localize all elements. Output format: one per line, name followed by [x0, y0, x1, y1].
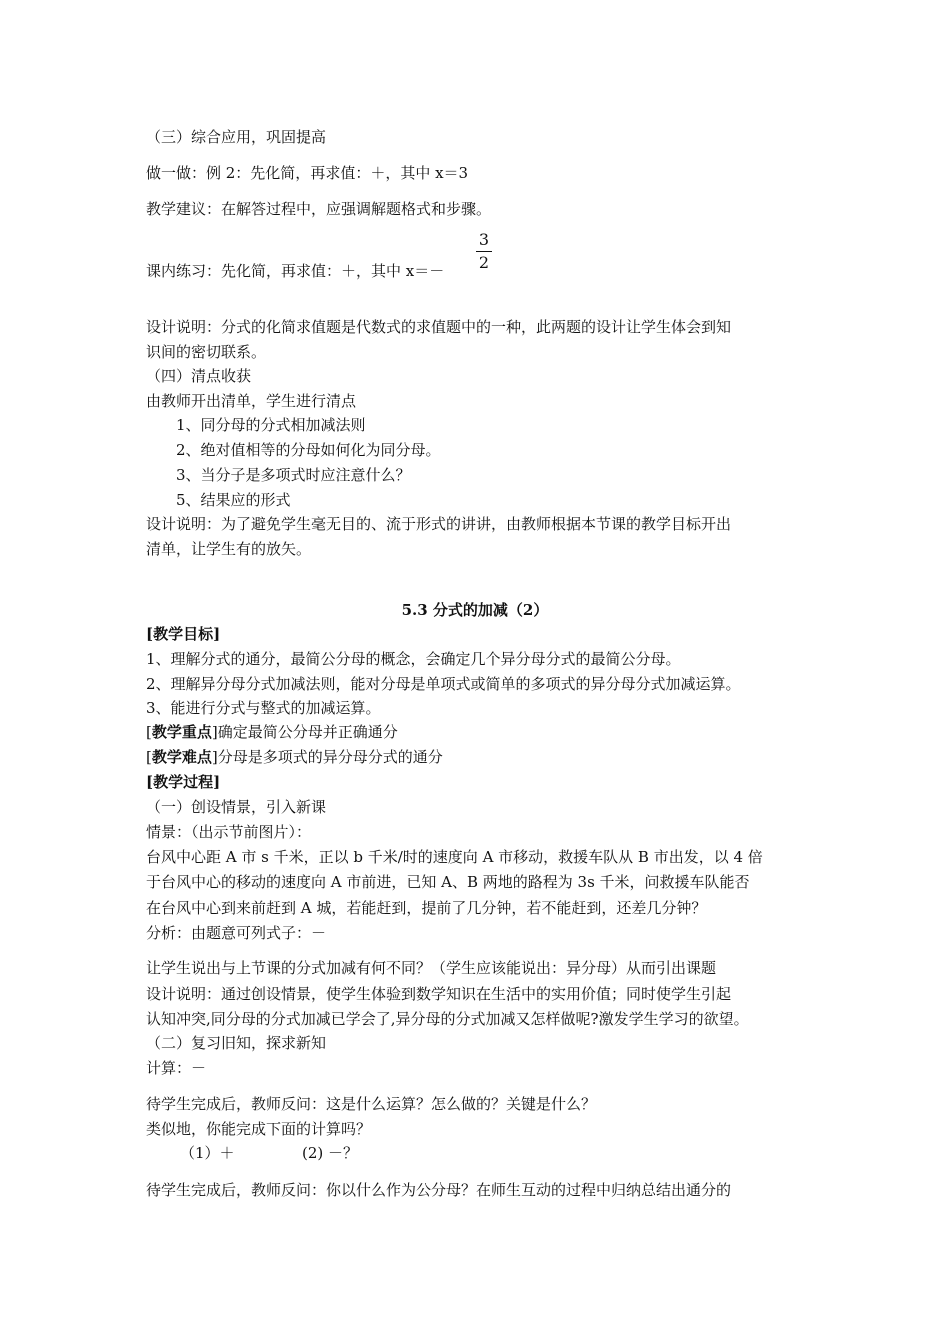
subproblem-2: (2) －？ [302, 1144, 359, 1162]
list-item: 5、结果应的形式 [176, 491, 291, 509]
section-heading: （二）复习旧知，探求新知 [146, 1034, 327, 1052]
example-text: 做一做：例 2：先化简，再求值：＋，其中 x＝3 [146, 164, 469, 182]
bracket: ] [211, 723, 218, 741]
design-note: 设计说明：分式的化简求值题是代数式的求值题中的一种，此两题的设计让学生体会到知 [146, 318, 732, 336]
intro-text: 由教师开出清单，学生进行清点 [146, 392, 357, 410]
section-heading: （一）创设情景，引入新课 [146, 798, 327, 816]
fraction [476, 230, 492, 273]
section-heading: （三）综合应用，巩固提高 [146, 128, 327, 146]
calc-text: 计算：－ [146, 1059, 207, 1077]
focus-line [146, 722, 398, 742]
difficulty-line [146, 747, 443, 767]
fraction-denominator: 2 [478, 253, 490, 272]
design-note-cont: 清单，让学生有的放矢。 [146, 540, 312, 558]
bracket: [ [146, 723, 152, 741]
story-line: 台风中心距 A 市 s 千米，正以 b 千米/时的速度向 A 市移动，救援车队从 B 市出发，以 4 倍 [146, 848, 763, 866]
question-text: 待学生完成后，教师反问：这是什么运算？怎么做的？关键是什么？ [146, 1095, 597, 1113]
design-note-cont: 认知冲突,同分母的分式加减已学会了,异分母的分式加减又怎样做呢?激发学生学习的欲望。 [146, 1010, 749, 1028]
bracket: ] [211, 748, 218, 766]
fraction-bar [476, 251, 492, 252]
teaching-advice: 教学建议：在解答过程中，应强调解题格式和步骤。 [146, 200, 492, 218]
story-line: 于台风中心的移动的速度向 A 市前进，已知 A、B 两地的路程为 3s 千米，问救援车队能否 [146, 873, 750, 891]
list-item: 3、当分子是多项式时应注意什么？ [176, 466, 411, 484]
compare-text: 让学生说出与上节课的分式加减有何不同？（学生应该能说出：异分母）从而引出课题 [146, 959, 717, 977]
goal-item: 1、理解分式的通分，最简公分母的概念，会确定几个异分母分式的最简公分母。 [146, 650, 681, 668]
fraction-numerator: 3 [478, 230, 490, 249]
list-item: 2、绝对值相等的分母如何化为同分母。 [176, 441, 441, 459]
scene-text: 情景：（出示节前图片）： [146, 823, 312, 841]
exercise-text: 课内练习：先化简，再求值：＋，其中 x＝－ [146, 262, 445, 280]
goal-item: 3、能进行分式与整式的加减运算。 [146, 699, 381, 717]
lesson-title: 5.3 分式的加减（2） [401, 601, 549, 619]
subproblem-1: （1）＋ [180, 1144, 235, 1162]
list-item: 1、同分母的分式相加减法则 [176, 416, 366, 434]
goal-item: 2、理解异分母分式加减法则，能对分母是单项式或简单的多项式的异分母分式加减运算。 [146, 675, 741, 693]
bracket: [ [146, 748, 152, 766]
analysis-text: 分析：由题意可列式子：－ [146, 924, 327, 942]
design-note: 设计说明：通过创设情景，使学生体验到数学知识在生活中的实用价值；同时使学生引起 [146, 985, 732, 1003]
question-text: 待学生完成后，教师反问：你以什么作为公分母？在师生互动的过程中归纳总结出通分的 [146, 1181, 732, 1199]
section-heading: （四）清点收获 [146, 367, 252, 385]
process-label: [教学过程] [146, 773, 221, 791]
focus-text: 确定最简公分母并正确通分 [217, 723, 398, 741]
focus-label: 教学重点 [151, 723, 212, 741]
difficulty-label: 教学难点 [151, 748, 212, 766]
story-line: 在台风中心到来前赶到 A 城，若能赶到，提前了几分钟，若不能赶到，还差几分钟？ [146, 899, 707, 917]
goals-label: [教学目标] [146, 625, 221, 643]
prompt-text: 类似地，你能完成下面的计算吗？ [146, 1120, 372, 1138]
difficulty-text: 分母是多项式的异分母分式的通分 [217, 748, 443, 766]
design-note-cont: 识间的密切联系。 [146, 343, 267, 361]
design-note: 设计说明：为了避免学生毫无目的、流于形式的讲讲，由教师根据本节课的教学目标开出 [146, 515, 732, 533]
